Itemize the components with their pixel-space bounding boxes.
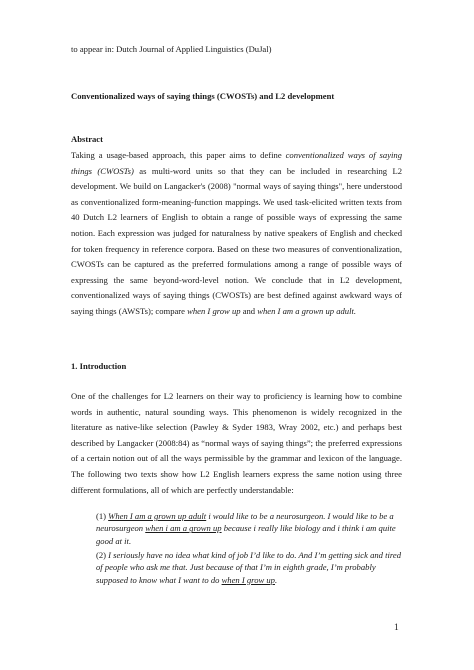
cwost-term: conventionalized ways of saying things (CWOSTs) [71, 150, 402, 176]
introduction-body: One of the challenges for L2 learners on their way to proficiency is learning how to combine words in authentic, natural sounding ways. This phenomenon is widely recognized in the literature as native-like selection (Pawley & Syder 1983, Wray 2002, etc.) and perhaps best described by Langacker (2008:84) as “normal ways of saying things”; the preferred expressions of a certain notion out of all the ways permissible by the grammar and lexicon of the language. The following two texts show how L2 English learners express the same notion using three different formulations, all of which are perfectly understandable: [71, 391, 402, 495]
section-heading-introduction: 1. Introduction [71, 361, 127, 371]
abstract-body: Taking a usage-based approach, this paper aims to define conventionalized ways of saying things (CWOSTs) as multi-word units so that they can be included in researching L2 development. We build on Langacker's (2008) "normal ways of saying things", here understood as conventionalized form-meaning-function mappings. We used task-elicited written texts from 40 Dutch L2 learners of English to obtain a range of possible ways of expressing the same notion. Each expression was judged for naturalness by native speakers of English and checked for token frequency in reference corpora. Based on these two measures of conventionalization, CWOSTs can be captured as the preferred formulations among a range of possible ways of expressing the same beyond-word-level notion. We conclude that in L2 development, conventionalized ways of saying things (CWOSTs) are best defined against awkward ways of saying things (AWSTs); compare when I grow up and when I am a grown up adult. [71, 150, 402, 316]
page-number: 1 [394, 623, 399, 633]
abstract-heading: Abstract [71, 134, 103, 144]
awst-example: when I am a grown up adult. [257, 305, 357, 316]
cwost-example: when I grow up [187, 305, 241, 316]
example-1: (1) When I am a grown up adult i would like to be a neurosurgeon. I would like to be a neurosurgeon when i am a grown up because i really like biology and i think i am quite good at it. [96, 511, 396, 546]
paper-title: Conventionalized ways of saying things (CWOSTs) and L2 development [71, 91, 335, 101]
example-2: (2) I seriously have no idea what kind of job I’d like to do. And I’m getting sick and tired of people who ask me that. Just because of that I’m in eighth grade, I’m probably supposed to know what I want to do when I grow up. [96, 550, 402, 585]
journal-note: to appear in: Dutch Journal of Applied Linguistics (DuJal) [71, 44, 272, 54]
